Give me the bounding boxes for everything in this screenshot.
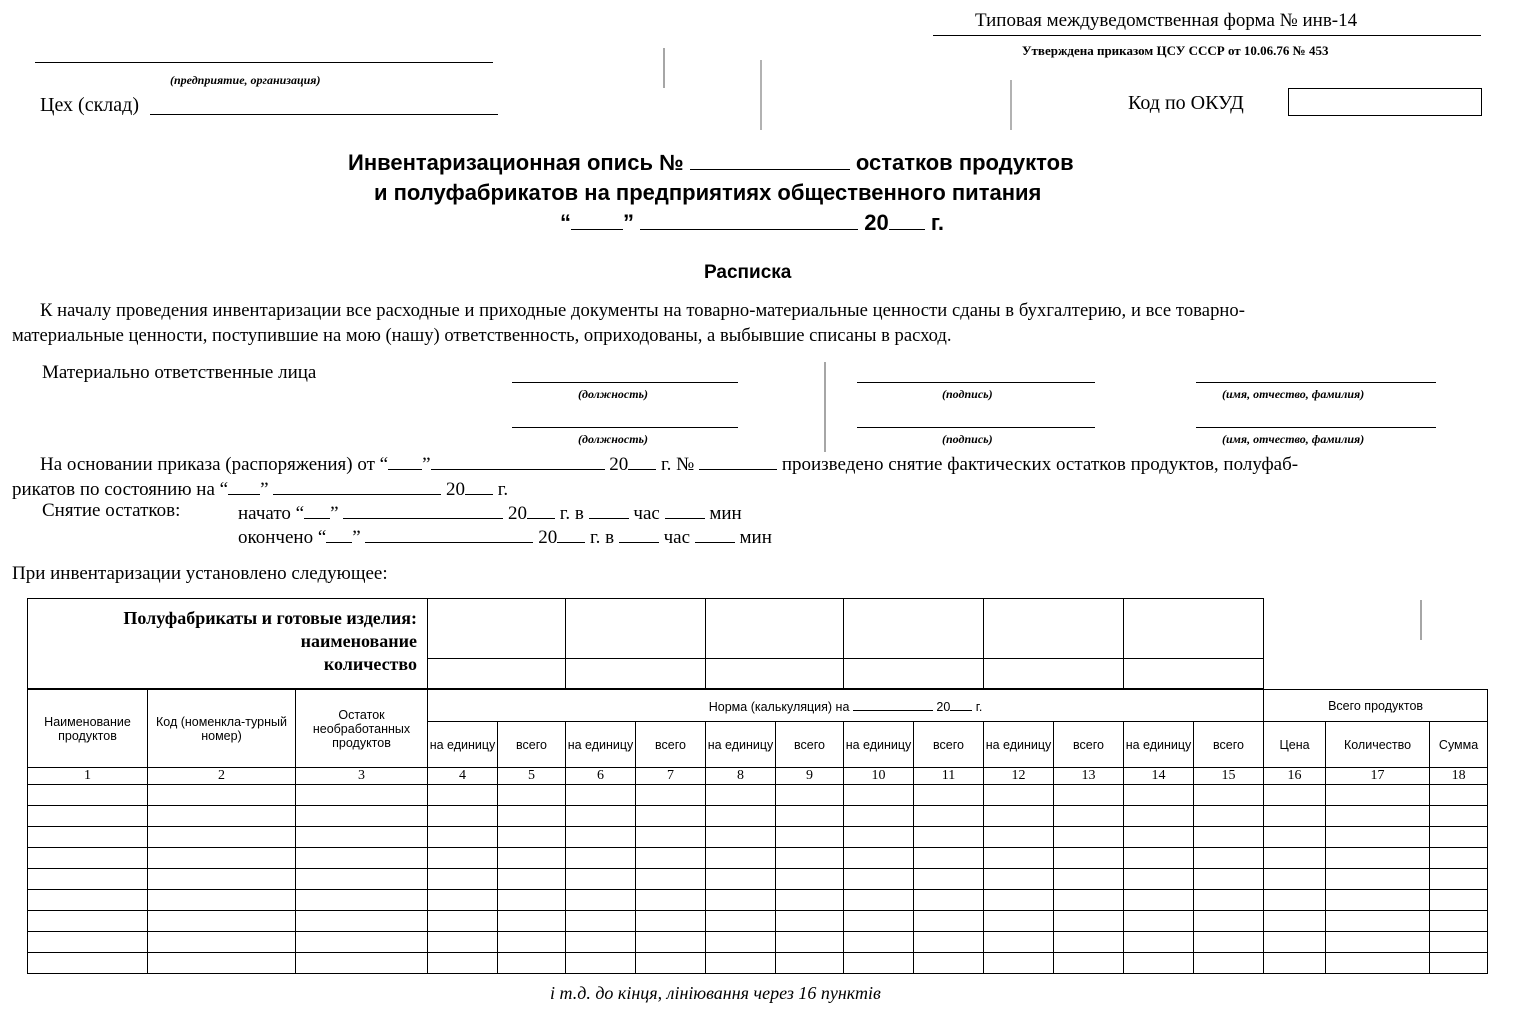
table-cell[interactable] <box>844 827 914 848</box>
title-line2: и полуфабрикатов на предприятиях общественного питания <box>374 180 1042 205</box>
table-cell[interactable] <box>844 806 914 827</box>
table-cell[interactable] <box>1264 806 1326 827</box>
responsible-label: Материально ответственные лица <box>42 362 317 383</box>
table-cell[interactable] <box>1430 911 1488 932</box>
table-cell[interactable] <box>498 785 566 806</box>
workshop-label: Цех (склад) <box>40 94 140 116</box>
table-cell[interactable] <box>1326 827 1430 848</box>
footer-note: і т.д. до кінця, лініювання через 16 пунктів <box>550 983 881 1003</box>
table-cell[interactable] <box>1124 848 1194 869</box>
scan-artifact <box>1420 600 1422 640</box>
table-cell[interactable] <box>1194 827 1264 848</box>
col-header-total: всего <box>1194 722 1264 768</box>
table-cell[interactable] <box>776 890 844 911</box>
column-number: 3 <box>296 768 428 785</box>
column-number-row <box>28 768 1488 785</box>
table-cell[interactable] <box>636 932 706 953</box>
table-cell[interactable] <box>1430 869 1488 890</box>
table-row <box>28 869 1488 890</box>
table-cell[interactable] <box>428 890 498 911</box>
end-min-field[interactable] <box>695 524 735 543</box>
title-month-field[interactable] <box>640 211 858 230</box>
table-cell[interactable] <box>1054 911 1124 932</box>
table-cell[interactable] <box>498 890 566 911</box>
table-cell[interactable] <box>1124 827 1194 848</box>
table-cell[interactable] <box>428 953 498 974</box>
workshop-line <box>150 114 498 115</box>
table-cell[interactable] <box>28 827 148 848</box>
table-cell[interactable] <box>776 806 844 827</box>
table-cell[interactable] <box>636 827 706 848</box>
table-cell[interactable] <box>566 848 636 869</box>
table-cell[interactable] <box>296 890 428 911</box>
semi-products-line3: количество <box>323 654 417 674</box>
table-cell[interactable] <box>1264 785 1326 806</box>
position-line-2[interactable] <box>512 427 738 428</box>
table-cell[interactable] <box>498 953 566 974</box>
start-min-field[interactable] <box>665 500 705 519</box>
table-cell[interactable] <box>566 806 636 827</box>
table-cell[interactable] <box>1264 848 1326 869</box>
table-cell[interactable] <box>498 911 566 932</box>
table-cell[interactable] <box>1264 890 1326 911</box>
table-cell[interactable] <box>1430 785 1488 806</box>
table-cell[interactable] <box>1264 869 1326 890</box>
table-cell[interactable] <box>1326 953 1430 974</box>
position-caption-2: (должность) <box>578 432 649 446</box>
table-cell[interactable] <box>428 932 498 953</box>
column-number: 7 <box>636 768 706 785</box>
table-cell[interactable] <box>296 911 428 932</box>
scan-artifact <box>760 60 762 130</box>
semi-product-qty-cell[interactable] <box>984 659 1124 689</box>
table-cell[interactable] <box>914 785 984 806</box>
position-line-1[interactable] <box>512 382 738 383</box>
table-cell[interactable] <box>566 785 636 806</box>
table-cell[interactable] <box>1264 953 1326 974</box>
table-row <box>28 890 1488 911</box>
table-cell[interactable] <box>844 953 914 974</box>
semi-product-qty-cell[interactable] <box>706 659 844 689</box>
table-cell[interactable] <box>1054 827 1124 848</box>
table-cell[interactable] <box>296 785 428 806</box>
table-cell[interactable] <box>1326 785 1430 806</box>
table-cell[interactable] <box>1054 869 1124 890</box>
semi-product-qty-cell[interactable] <box>566 659 706 689</box>
title-day-field[interactable] <box>571 211 623 230</box>
enterprise-caption: (предприятие, организация) <box>170 73 321 87</box>
table-cell[interactable] <box>148 827 296 848</box>
table-cell[interactable] <box>914 890 984 911</box>
table-cell[interactable] <box>1054 785 1124 806</box>
table-cell[interactable] <box>844 911 914 932</box>
col-header-norm: Норма (калькуляция) на 20 г. <box>428 690 1264 722</box>
form-name-underline <box>933 35 1481 36</box>
table-cell[interactable] <box>498 932 566 953</box>
column-number: 9 <box>776 768 844 785</box>
table-cell[interactable] <box>498 806 566 827</box>
okud-code-box[interactable] <box>1288 88 1482 116</box>
semi-product-name-cell[interactable] <box>428 599 566 659</box>
column-number: 10 <box>844 768 914 785</box>
table-cell[interactable] <box>1124 785 1194 806</box>
col-header-per-unit: на единицу <box>984 722 1054 768</box>
col-header-total: всего <box>914 722 984 768</box>
inventory-number-field[interactable] <box>690 151 850 170</box>
table-cell[interactable] <box>706 848 776 869</box>
table-cell[interactable] <box>148 932 296 953</box>
table-cell[interactable] <box>706 785 776 806</box>
form-name: Типовая междуведомственная форма № инв-14 <box>975 10 1358 31</box>
table-cell[interactable] <box>1430 827 1488 848</box>
table-cell[interactable] <box>28 848 148 869</box>
table-cell[interactable] <box>844 785 914 806</box>
start-hour-field[interactable] <box>589 500 629 519</box>
semi-products-line1: Полуфабрикаты и готовые изделия: <box>123 608 417 628</box>
table-cell[interactable] <box>844 848 914 869</box>
approval-note: Утверждена приказом ЦСУ СССР от 10.06.76 № 453 <box>1022 43 1329 58</box>
semi-product-qty-cell[interactable] <box>428 659 566 689</box>
table-cell[interactable] <box>1124 869 1194 890</box>
col-header-price: Цена <box>1264 722 1326 768</box>
table-cell[interactable] <box>706 869 776 890</box>
receipt-heading: Расписка <box>704 262 792 283</box>
col-header-per-unit: на единицу <box>566 722 636 768</box>
column-number: 4 <box>428 768 498 785</box>
table-cell[interactable] <box>296 806 428 827</box>
scan-artifact <box>824 362 826 452</box>
table-cell[interactable] <box>914 806 984 827</box>
column-number: 17 <box>1326 768 1430 785</box>
table-cell[interactable] <box>1264 827 1326 848</box>
table-cell[interactable] <box>706 953 776 974</box>
table-cell[interactable] <box>428 869 498 890</box>
table-cell[interactable] <box>1194 785 1264 806</box>
col-header-quantity: Количество <box>1326 722 1430 768</box>
column-number: 15 <box>1194 768 1264 785</box>
order-year-field[interactable] <box>628 451 656 470</box>
table-cell[interactable] <box>984 785 1054 806</box>
end-month-field[interactable] <box>365 524 533 543</box>
established-text: При инвентаризации установлено следующее: <box>12 563 388 584</box>
table-cell[interactable] <box>984 869 1054 890</box>
table-cell[interactable] <box>1194 953 1264 974</box>
table-cell[interactable] <box>1054 806 1124 827</box>
name-line-2[interactable] <box>1196 427 1436 428</box>
table-cell[interactable] <box>984 932 1054 953</box>
table-cell[interactable] <box>636 806 706 827</box>
order-line2: рикатов по состоянию на “ ” 20 г. <box>12 476 508 501</box>
col-header-rest: Остаток необработанных продуктов <box>296 690 428 768</box>
table-cell[interactable] <box>776 869 844 890</box>
table-cell[interactable] <box>1194 869 1264 890</box>
enterprise-line <box>35 62 493 63</box>
table-row <box>28 827 1488 848</box>
table-cell[interactable] <box>428 848 498 869</box>
table-cell[interactable] <box>148 890 296 911</box>
start-year-field[interactable] <box>527 500 555 519</box>
semi-product-qty-cell[interactable] <box>844 659 984 689</box>
semi-product-qty-cell[interactable] <box>1124 659 1264 689</box>
table-cell[interactable] <box>1326 911 1430 932</box>
table-cell[interactable] <box>566 932 636 953</box>
end-hour-field[interactable] <box>619 524 659 543</box>
table-cell[interactable] <box>636 869 706 890</box>
table-cell[interactable] <box>706 932 776 953</box>
table-cell[interactable] <box>1430 848 1488 869</box>
end-day-field[interactable] <box>326 524 352 543</box>
removal-finished: окончено “ ” 20 г. в час мин <box>238 524 772 549</box>
table-cell[interactable] <box>1054 848 1124 869</box>
receipt-text-line2: материальные ценности, поступившие на мою (нашу) ответственность, оприходованы, а выбывшие списаны в расход. <box>12 325 952 346</box>
table-cell[interactable] <box>28 953 148 974</box>
table-cell[interactable] <box>1264 911 1326 932</box>
table-cell[interactable] <box>1124 911 1194 932</box>
table-row <box>28 932 1488 953</box>
table-cell[interactable] <box>844 890 914 911</box>
table-cell[interactable] <box>1430 806 1488 827</box>
table-cell[interactable] <box>296 932 428 953</box>
table-cell[interactable] <box>914 932 984 953</box>
title-date: “ ” 20 г. <box>560 210 944 235</box>
table-cell[interactable] <box>428 806 498 827</box>
table-cell[interactable] <box>776 953 844 974</box>
column-number: 11 <box>914 768 984 785</box>
norm-date-field[interactable] <box>853 698 933 711</box>
table-cell[interactable] <box>148 848 296 869</box>
column-number: 18 <box>1430 768 1488 785</box>
name-caption-2: (имя, отчество, фамилия) <box>1222 432 1365 446</box>
position-caption-1: (должность) <box>578 387 649 401</box>
table-cell[interactable] <box>706 806 776 827</box>
column-number: 16 <box>1264 768 1326 785</box>
semi-product-name-cell[interactable] <box>984 599 1124 659</box>
receipt-text-line1: К началу проведения инвентаризации все расходные и приходные документы на товарно-материальные ценности сданы в бухгалтерию, и все товарно- <box>40 300 1246 321</box>
state-day-field[interactable] <box>228 476 260 495</box>
table-cell[interactable] <box>914 953 984 974</box>
state-year-field[interactable] <box>465 476 493 495</box>
scan-artifact <box>663 48 665 88</box>
table-cell[interactable] <box>1194 890 1264 911</box>
table-cell[interactable] <box>566 869 636 890</box>
table-cell[interactable] <box>28 911 148 932</box>
table-cell[interactable] <box>296 953 428 974</box>
table-cell[interactable] <box>1264 932 1326 953</box>
name-line-1[interactable] <box>1196 382 1436 383</box>
table-row <box>28 911 1488 932</box>
table-cell[interactable] <box>844 869 914 890</box>
table-cell[interactable] <box>428 827 498 848</box>
table-cell[interactable] <box>148 806 296 827</box>
table-cell[interactable] <box>1194 911 1264 932</box>
table-row <box>28 785 1488 806</box>
order-number-field[interactable] <box>699 451 777 470</box>
column-number: 2 <box>148 768 296 785</box>
order-line1: На основании приказа (распоряжения) от “ ” 20 г. № произведено снятие фактических остатков продуктов, полуфаб- <box>40 451 1298 476</box>
table-cell[interactable] <box>776 848 844 869</box>
semi-products-label-cell <box>28 599 428 689</box>
table-cell[interactable] <box>28 869 148 890</box>
table-cell[interactable] <box>1054 890 1124 911</box>
table-cell[interactable] <box>984 827 1054 848</box>
table-cell[interactable] <box>296 848 428 869</box>
signature-caption-1: (подпись) <box>942 387 993 401</box>
name-caption-1: (имя, отчество, фамилия) <box>1222 387 1365 401</box>
col-header-code: Код (номенкла-турный номер) <box>148 690 296 768</box>
signature-caption-2: (подпись) <box>942 432 993 446</box>
column-number: 14 <box>1124 768 1194 785</box>
column-number: 6 <box>566 768 636 785</box>
table-cell[interactable] <box>1054 932 1124 953</box>
table-cell[interactable] <box>1194 806 1264 827</box>
table-cell[interactable] <box>1430 932 1488 953</box>
col-header-per-unit: на единицу <box>1124 722 1194 768</box>
table-cell[interactable] <box>1124 953 1194 974</box>
table-cell[interactable] <box>28 890 148 911</box>
table-cell[interactable] <box>566 911 636 932</box>
table-cell[interactable] <box>636 848 706 869</box>
table-cell[interactable] <box>1124 806 1194 827</box>
table-cell[interactable] <box>1326 848 1430 869</box>
table-cell[interactable] <box>844 932 914 953</box>
table-cell[interactable] <box>1326 869 1430 890</box>
table-cell[interactable] <box>1326 932 1430 953</box>
table-cell[interactable] <box>566 953 636 974</box>
table-cell[interactable] <box>706 827 776 848</box>
table-cell[interactable] <box>1124 932 1194 953</box>
table-cell[interactable] <box>1194 848 1264 869</box>
table-cell[interactable] <box>776 932 844 953</box>
table-cell[interactable] <box>1326 806 1430 827</box>
table-cell[interactable] <box>498 827 566 848</box>
column-number: 13 <box>1054 768 1124 785</box>
semi-product-name-cell[interactable] <box>1124 599 1264 659</box>
table-cell[interactable] <box>28 806 148 827</box>
col-header-total: всего <box>776 722 844 768</box>
table-cell[interactable] <box>1124 890 1194 911</box>
col-header-total: всего <box>636 722 706 768</box>
col-header-per-unit: на единицу <box>706 722 776 768</box>
table-cell[interactable] <box>1430 890 1488 911</box>
table-cell[interactable] <box>296 827 428 848</box>
table-cell[interactable] <box>984 911 1054 932</box>
table-cell[interactable] <box>148 911 296 932</box>
state-month-field[interactable] <box>273 476 441 495</box>
order-day-field[interactable] <box>388 451 422 470</box>
order-month-field[interactable] <box>431 451 605 470</box>
semi-product-name-cell[interactable] <box>844 599 984 659</box>
col-header-total: всего <box>1054 722 1124 768</box>
signature-line-1[interactable] <box>857 382 1095 383</box>
semi-products-table <box>27 598 1264 689</box>
table-cell[interactable] <box>148 785 296 806</box>
start-day-field[interactable] <box>304 500 330 519</box>
table-cell[interactable] <box>566 890 636 911</box>
table-cell[interactable] <box>1054 953 1124 974</box>
table-cell[interactable] <box>914 911 984 932</box>
inventory-table <box>27 689 1488 974</box>
table-cell[interactable] <box>636 890 706 911</box>
table-cell[interactable] <box>984 953 1054 974</box>
table-cell[interactable] <box>148 953 296 974</box>
table-cell[interactable] <box>914 869 984 890</box>
semi-product-name-cell[interactable] <box>706 599 844 659</box>
table-cell[interactable] <box>498 848 566 869</box>
table-cell[interactable] <box>566 827 636 848</box>
table-cell[interactable] <box>636 911 706 932</box>
col-header-all-products: Всего продуктов <box>1264 690 1488 722</box>
table-cell[interactable] <box>984 890 1054 911</box>
table-cell[interactable] <box>706 911 776 932</box>
table-cell[interactable] <box>498 869 566 890</box>
column-number: 5 <box>498 768 566 785</box>
scan-artifact <box>1010 80 1012 130</box>
title-year-field[interactable] <box>889 211 925 230</box>
col-header-per-unit: на единицу <box>844 722 914 768</box>
norm-year-field[interactable] <box>950 698 972 711</box>
table-row <box>28 848 1488 869</box>
title-line1: Инвентаризационная опись № остатков продуктов <box>348 150 1074 175</box>
table-row <box>28 806 1488 827</box>
table-cell[interactable] <box>28 932 148 953</box>
table-row <box>28 953 1488 974</box>
table-cell[interactable] <box>776 785 844 806</box>
col-header-name: Наименование продуктов <box>28 690 148 768</box>
table-cell[interactable] <box>776 827 844 848</box>
end-year-field[interactable] <box>557 524 585 543</box>
table-cell[interactable] <box>428 911 498 932</box>
column-number: 1 <box>28 768 148 785</box>
removal-label: Снятие остатков: <box>42 500 181 521</box>
col-header-per-unit: на единицу <box>428 722 498 768</box>
semi-product-name-cell[interactable] <box>566 599 706 659</box>
start-month-field[interactable] <box>343 500 503 519</box>
table-cell[interactable] <box>984 806 1054 827</box>
table-cell[interactable] <box>1430 953 1488 974</box>
col-header-total: всего <box>498 722 566 768</box>
table-cell[interactable] <box>28 785 148 806</box>
table-cell[interactable] <box>776 911 844 932</box>
removal-started: начато “ ” 20 г. в час мин <box>238 500 742 525</box>
table-cell[interactable] <box>636 953 706 974</box>
table-cell[interactable] <box>148 869 296 890</box>
table-cell[interactable] <box>984 848 1054 869</box>
table-cell[interactable] <box>1194 932 1264 953</box>
col-header-sum: Сумма <box>1430 722 1488 768</box>
table-cell[interactable] <box>914 827 984 848</box>
okud-label: Код по ОКУД <box>1128 92 1244 114</box>
table-cell[interactable] <box>428 785 498 806</box>
table-cell[interactable] <box>1326 890 1430 911</box>
table-cell[interactable] <box>706 890 776 911</box>
column-number: 12 <box>984 768 1054 785</box>
table-cell[interactable] <box>914 848 984 869</box>
table-cell[interactable] <box>636 785 706 806</box>
semi-products-line2: наименование <box>300 631 417 651</box>
column-number: 8 <box>706 768 776 785</box>
signature-line-2[interactable] <box>857 427 1095 428</box>
table-cell[interactable] <box>296 869 428 890</box>
